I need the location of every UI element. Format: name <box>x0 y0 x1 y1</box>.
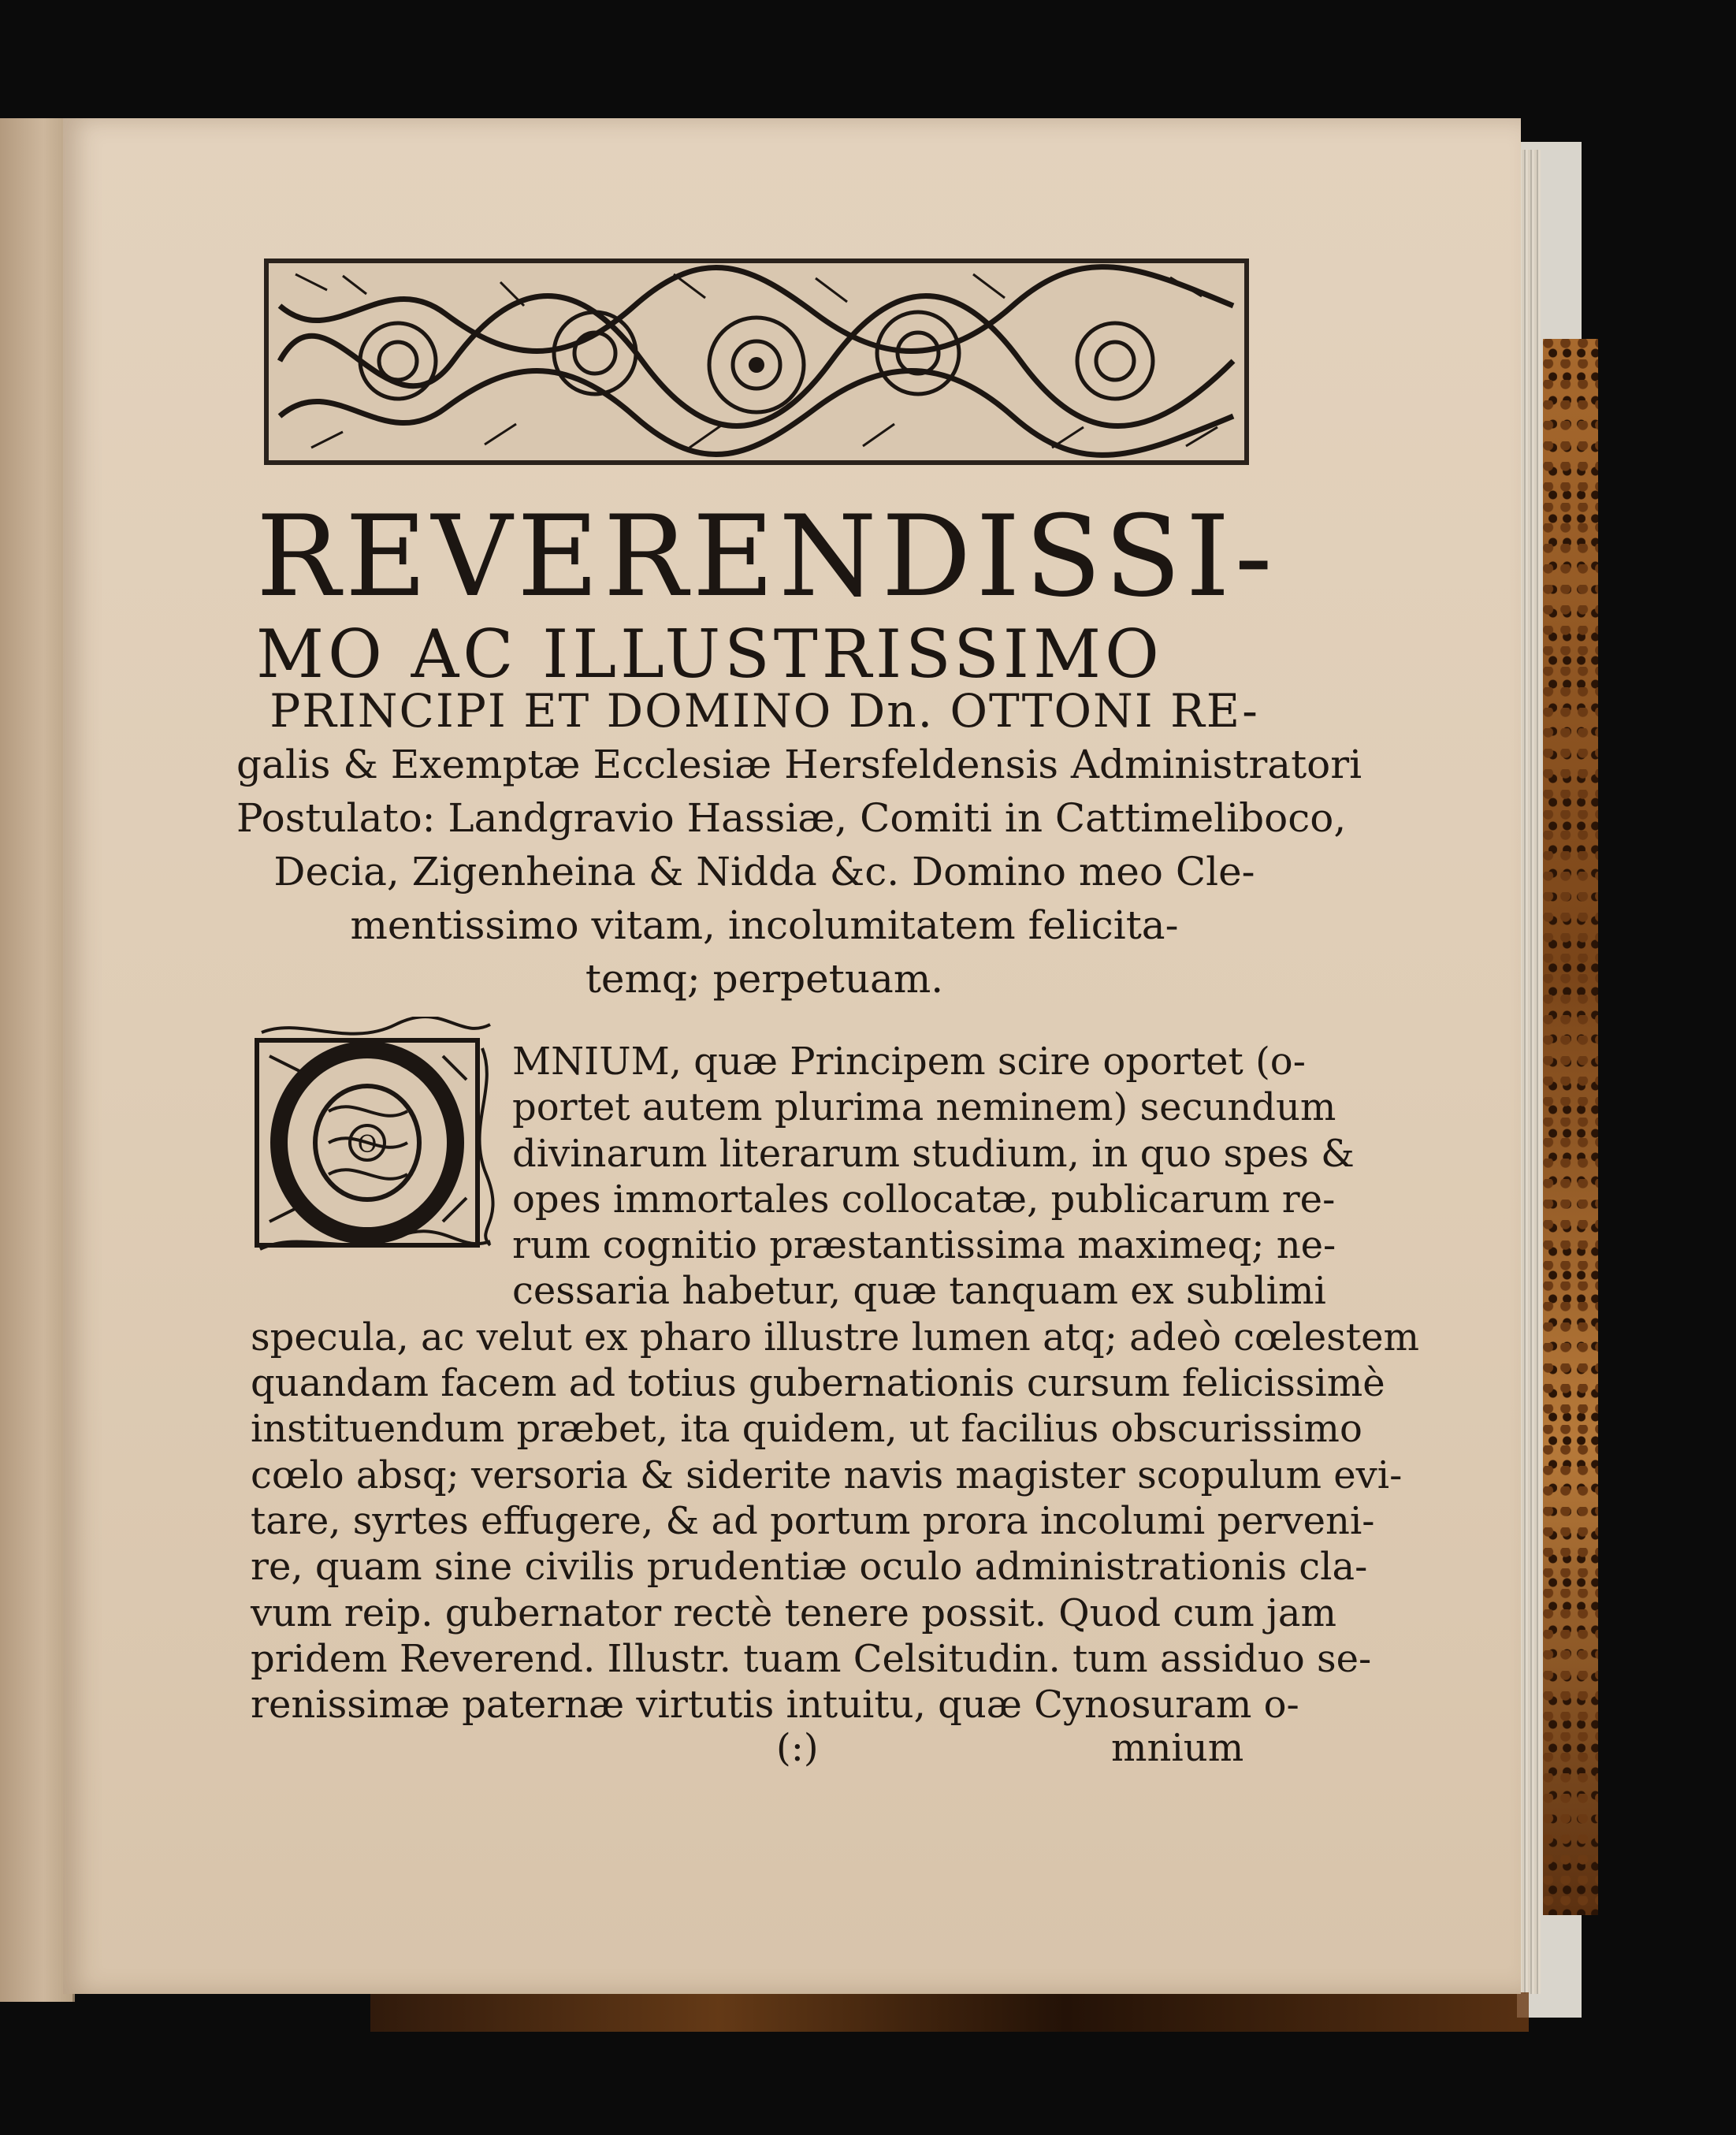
dedication-line: mentissimo vitam, incolumitatem felicita- <box>350 902 1179 948</box>
dedication-line: Decia, Zigenheina & Nidda &c. Domino meo Cle- <box>273 849 1255 895</box>
body-line: rum cognitio præstantissima maximeq; ne- <box>512 1223 1336 1268</box>
body-line: instituendum præbet, ita quidem, ut facilius obscurissimo <box>251 1407 1362 1452</box>
body-line: cœlo absq; versoria & siderite navis magister scopulum evi- <box>251 1452 1403 1497</box>
body-text <box>251 1039 1420 1728</box>
initial-letter: O <box>357 1131 377 1159</box>
body-line: opes immortales collocatæ, publicarum re- <box>512 1177 1336 1222</box>
catchword: mnium <box>1111 1726 1244 1770</box>
body-line: tare, syrtes effugere, & ad portum prora incolumi perveni- <box>251 1498 1375 1543</box>
title-line-2: MO AC ILLUSTRISSIMO <box>256 616 1163 693</box>
body-line: divinarum literarum studium, in quo spes & <box>512 1131 1355 1176</box>
body-line: re, quam sine civilis prudentiæ oculo administrationis cla- <box>251 1545 1368 1590</box>
dedication-block <box>236 684 1362 1006</box>
body-line: renissimæ paternæ virtutis intuitu, quæ Cynosuram o- <box>251 1683 1299 1728</box>
body-line: vum reip. gubernator rectè tenere possit. Quod cum jam <box>251 1590 1336 1635</box>
body-line: portet autem plurima neminem) secundum <box>512 1085 1336 1130</box>
body-line: cessaria habetur, quæ tanquam ex sublimi <box>512 1269 1326 1314</box>
body-line: MNIUM, quæ Principem scire oportet (o- <box>512 1040 1306 1084</box>
signature-mark: (:) <box>776 1726 819 1770</box>
dedication-line: Postulato: Landgravio Hassiæ, Comiti in Cattimeliboco, <box>236 795 1347 841</box>
bottom-board-edge <box>370 1992 1529 2032</box>
dedication-line: temq; perpetuam. <box>585 956 944 1002</box>
body-line: pridem Reverend. Illustr. tuam Celsitudin. tum assiduo se- <box>251 1636 1372 1681</box>
dedication-line: galis & Exemptæ Ecclesiæ Hersfeldensis Administratori <box>236 742 1362 787</box>
body-line: quandam facem ad totius gubernationis cursum felicissimè <box>251 1361 1385 1406</box>
dedication-line: PRINCIPI ET DOMINO Dn. OTTONI RE- <box>270 684 1259 738</box>
body-line: specula, ac velut ex pharo illustre lumen atq; adeò cœlestem <box>251 1315 1420 1359</box>
marbled-board <box>1543 339 1598 1915</box>
ornamental-headpiece <box>264 259 1249 465</box>
title-line-1: REVERENDISSI- <box>256 492 1277 622</box>
